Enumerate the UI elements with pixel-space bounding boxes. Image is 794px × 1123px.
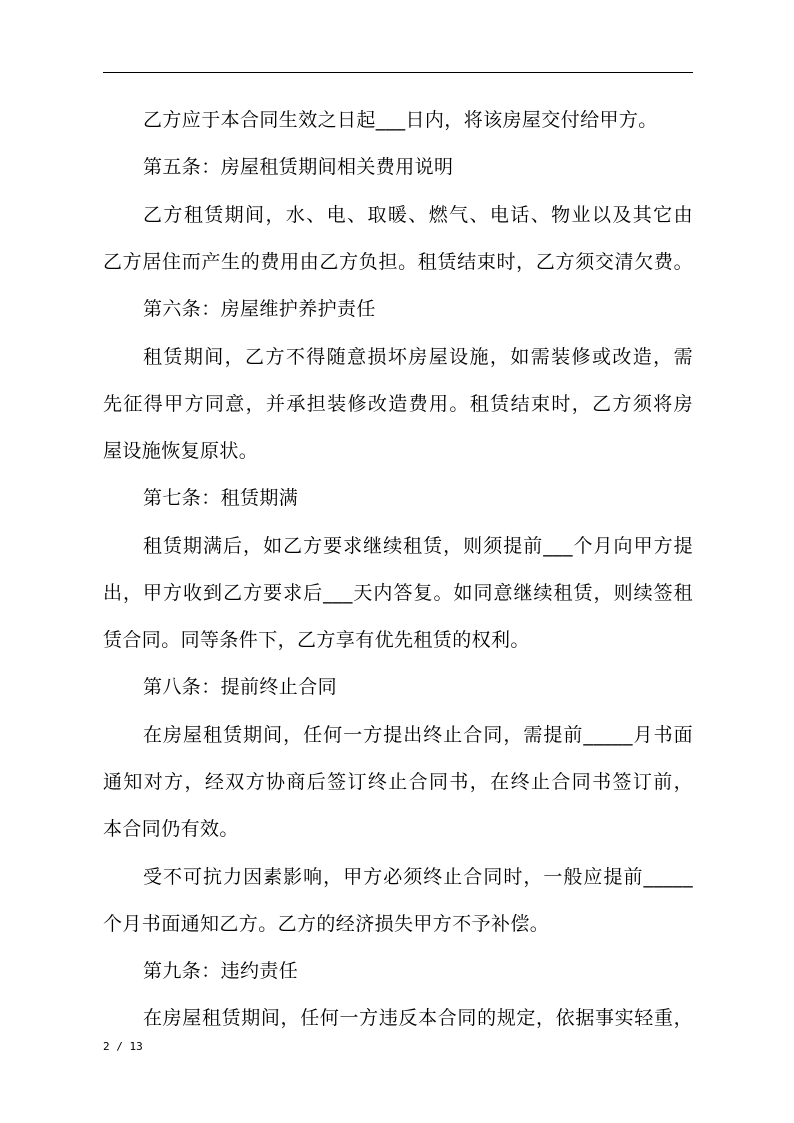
- paragraph-line: 赁合同。同等条件下，乙方享有优先租赁的权利。: [103, 629, 530, 651]
- paragraph-line: 个月书面通知乙方。乙方的经济损失甲方不予补偿。: [103, 913, 550, 935]
- section-heading-9: 第九条：违约责任: [143, 960, 299, 982]
- paragraph-line: 租赁期满后，如乙方要求继续租赁，则须提前___个月向甲方提: [143, 535, 693, 557]
- paragraph-line: 在房屋租赁期间，任何一方提出终止合同，需提前_____月书面: [143, 724, 693, 746]
- paragraph-line: 通知对方，经双方协商后签订终止合同书，在终止合同书签订前，: [103, 771, 693, 793]
- paragraph-line: 乙方应于本合同生效之日起___日内，将该房屋交付给甲方。: [143, 109, 658, 131]
- page-number: 2 / 13: [103, 1040, 143, 1053]
- section-heading-8: 第八条：提前终止合同: [143, 676, 338, 698]
- paragraph-line: 受不可抗力因素影响，甲方必须终止合同时，一般应提前_____: [143, 866, 693, 888]
- paragraph-line: 乙方居住而产生的费用由乙方负担。租赁结束时，乙方须交清欠费。: [103, 251, 693, 273]
- paragraph-line: 本合同仍有效。: [103, 818, 239, 840]
- section-heading-5: 第五条：房屋租赁期间相关费用说明: [143, 156, 454, 178]
- paragraph-line: 租赁期间，乙方不得随意损坏房屋设施，如需装修或改造，需: [143, 346, 693, 368]
- paragraph-line: 在房屋租赁期间，任何一方违反本合同的规定，依据事实轻重，: [143, 1007, 693, 1029]
- header-rule: [103, 72, 693, 73]
- paragraph-line: 乙方租赁期间，水、电、取暖、燃气、电话、物业以及其它由: [143, 204, 693, 226]
- section-heading-7: 第七条：租赁期满: [143, 487, 299, 509]
- paragraph-line: 先征得甲方同意，并承担装修改造费用。租赁结束时，乙方须将房: [103, 393, 693, 415]
- paragraph-line: 屋设施恢复原状。: [103, 440, 259, 462]
- section-heading-6: 第六条：房屋维护养护责任: [143, 298, 376, 320]
- paragraph-line: 出，甲方收到乙方要求后___天内答复。如同意继续租赁，则续签租: [103, 582, 693, 604]
